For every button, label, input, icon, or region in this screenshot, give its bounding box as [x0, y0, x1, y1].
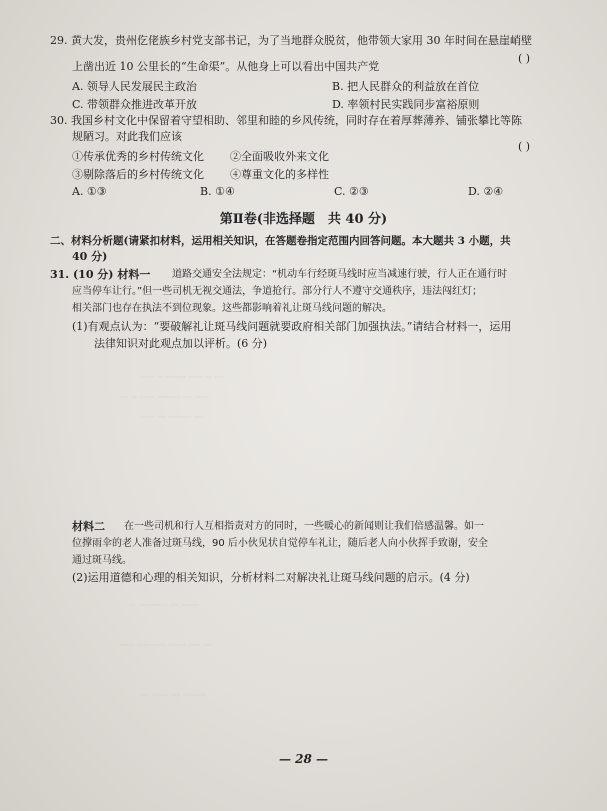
- part2-heading: 第Ⅱ卷(非选择题 共 40 分): [219, 212, 388, 227]
- q29-answer-bracket: ( ): [518, 52, 531, 65]
- bleed-through-text: ··· ···· ······ ·········· ·····: [120, 641, 212, 651]
- q31-material1-line1: 道路交通安全法规定：“机动车行经斑马线时应当减速行驶，行人正在通行时: [172, 269, 508, 280]
- bleed-through-text: ··· ········ ··· ·····: [140, 413, 203, 423]
- q31-material2-line2: 位撑雨伞的老人准备过斑马线，90 后小伙见状自觉停车礼让，随后老人向小伙挥手致谢，安全: [72, 538, 488, 549]
- q31-material1-line2: 应当停车让行。”但一些司机无视交通法，争道抢行。部分行人不遵守交通秩序，违法闯红灯；: [72, 286, 483, 297]
- q30-answer-bracket: ( ): [518, 140, 531, 153]
- q31-material2-label: 材料二: [72, 520, 105, 533]
- bleed-through-text: ····· ··· ········ ····· ·· ···: [120, 393, 209, 403]
- q30-option-c: C. ②③: [334, 185, 369, 198]
- bleed-through-text: ··· ·· ····· ······· ·· ·····: [140, 373, 223, 383]
- q30-option-a: A. ①③: [72, 185, 107, 198]
- q30-stem-line1: 30. 我国乡村文化中保留着守望相助、邻里和睦的乡风传统，同时存在着厚葬薄养、铺张攀比等陈: [50, 114, 522, 127]
- q31-material2-line1: 在一些司机和行人互相指责对方的同时，一些暖心的新闻则让我们倍感温馨。如一: [124, 521, 484, 532]
- q29-option-d: D. 率领村民实践同步富裕原则: [332, 98, 480, 111]
- q30-stem-line2: 规陋习。对此我们应该: [72, 130, 182, 143]
- section-instructions-line2: 40 分): [72, 250, 108, 263]
- q29-option-a: A. 领导人民发展民主政治: [72, 80, 197, 93]
- page-number: — 28 —: [278, 752, 329, 766]
- section-instructions-line1: 二、材料分析题(请紧扣材料，运用相关知识，在答题卷指定范围内回答问题。本大题共 3 小题，共: [50, 235, 511, 247]
- q30-item-2: ②全面吸收外来文化: [230, 150, 329, 163]
- q30-item-1: ①传承优秀的乡村传统文化: [72, 150, 204, 163]
- q31-intro: 31. (10 分) 材料一: [50, 268, 151, 281]
- q30-option-b: B. ①④: [200, 185, 235, 198]
- q31-subquestion2: (2)运用道德和心理的相关知识，分析材料二对解决礼让斑马线问题的启示。(4 分): [72, 571, 470, 584]
- bleed-through-text: ······ ··· ·········· ··: [130, 601, 199, 611]
- q31-subquestion1-line1: (1)有观点认为：“要破解礼让斑马线问题就要政府相关部门加强执法。”请结合材料一，运用: [72, 320, 512, 333]
- q31-material1-line3: 相关部门也存在执法不到位现象。这些都影响着礼让斑马线问题的解决。: [72, 303, 392, 314]
- q29-stem-line2: 上凿出近 10 公里长的“生命渠”。从他身上可以看出中国共产党: [72, 60, 380, 73]
- q30-item-3: ③剔除落后的乡村传统文化: [72, 168, 204, 181]
- q29-option-c: C. 带领群众推进改革开放: [72, 98, 198, 111]
- q29-option-b: B. 把人民群众的利益放在首位: [332, 80, 480, 93]
- q30-option-d: D. ②④: [468, 185, 504, 198]
- q29-stem-line1: 29. 黄大发，贵州仡佬族乡村党支部书记，为了当地群众脱贫，他带领大家用 30 年时间在悬崖峭壁: [50, 34, 532, 47]
- q30-item-4: ④尊重文化的多样性: [230, 168, 329, 181]
- q31-subquestion1-line2: 法律知识对此观点加以评析。(6 分): [94, 337, 268, 350]
- q31-material2-line3: 通过斑马线。: [72, 555, 132, 566]
- bleed-through-text: ········ ··· ······ ···: [140, 691, 206, 701]
